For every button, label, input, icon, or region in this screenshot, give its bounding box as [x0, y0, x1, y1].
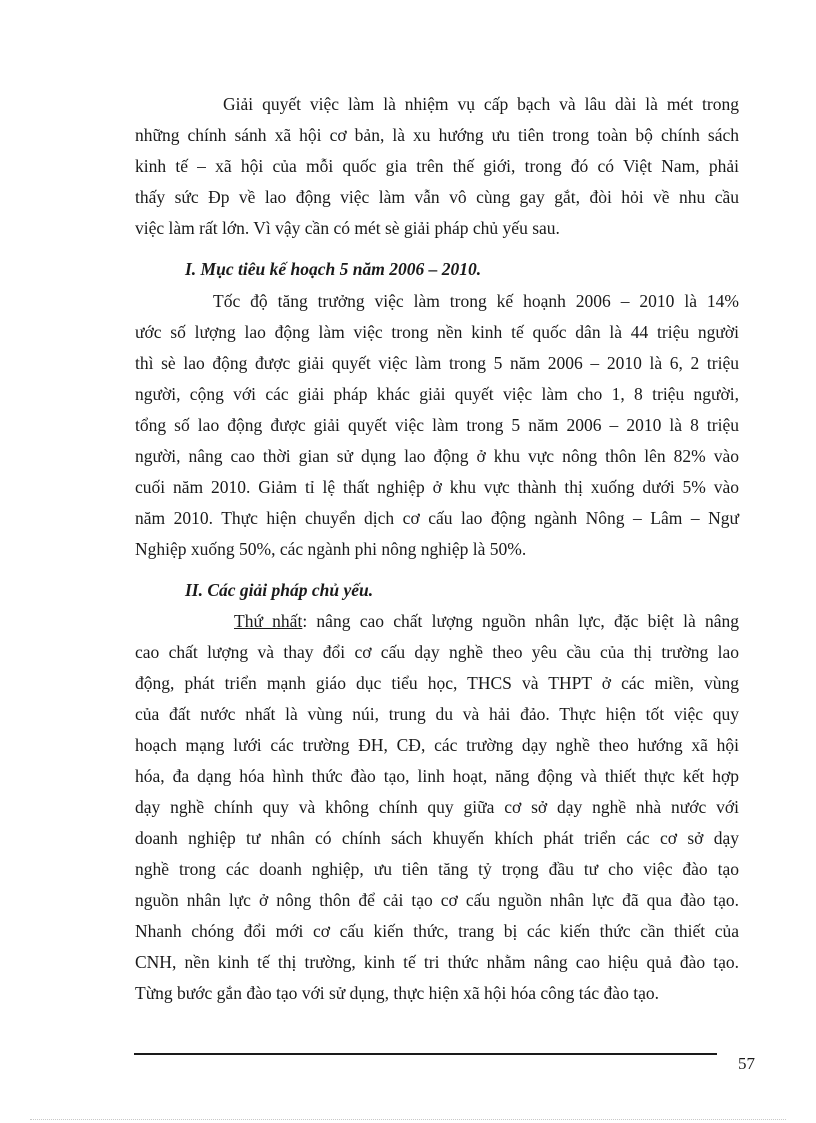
paragraph-line: thấy sức Đp về lao động việc làm vẫn vô cùng gay gắt, đòi hỏi về nhu cầu — [135, 187, 739, 207]
heading-text: II. Các giải pháp chủ yếu. — [185, 580, 374, 600]
paragraph-line: động, phát triển mạnh giáo dục tiểu học, THCS và THPT ở các miền, vùng — [135, 673, 739, 693]
paragraph-line: cuối năm 2010. Giảm tỉ lệ thất nghiệp ở khu vực thành thị xuống dưới 5% vào — [135, 477, 739, 497]
paragraph-line: Tốc độ tăng trưởng việc làm trong kế hoạnh 2006 – 2010 là 14% — [213, 291, 739, 311]
paragraph-line: Giải quyết việc làm là nhiệm vụ cấp bạch và lâu dài là mét trong — [223, 94, 739, 114]
paragraph-line: hóa, đa dạng hóa hình thức đào tạo, linh hoạt, năng động và thiết thực kết hợp — [135, 766, 739, 786]
paragraph-line: Nhanh chóng đổi mới cơ cấu kiến thức, trang bị các kiến thức cần thiết của — [135, 921, 739, 941]
heading-text: I. Mục tiêu kế hoạch 5 năm 2006 – 2010. — [185, 259, 482, 279]
paragraph-line: dạy nghề chính quy và không chính quy giữa cơ sở dạy nghề nhà nước với — [135, 797, 739, 817]
lead-rest: : nâng cao chất lượng nguồn nhân lực, đặc biệt là nâng — [302, 611, 739, 631]
section-heading-2 — [135, 575, 739, 606]
paragraph-line: kinh tế – xã hội của mỗi quốc gia trên thế giới, trong đó có Việt Nam, phải — [135, 156, 739, 176]
paragraph-line: người, nâng cao thời gian sử dụng lao động ở khu vực nông thôn lên 82% vào — [135, 446, 739, 466]
paragraph-line: năm 2010. Thực hiện chuyển dịch cơ cấu lao động ngành Nông – Lâm – Ngư — [135, 508, 739, 528]
page-number: 57 — [738, 1054, 755, 1073]
underlined-lead: Thứ nhất — [234, 611, 303, 631]
page-edge-divider — [30, 1119, 786, 1120]
paragraph-line: cao chất lượng và thay đổi cơ cấu dạy nghề theo yêu cầu của thị trường lao — [135, 642, 739, 662]
paragraph-line: của đất nước nhất là vùng núi, trung du và hải đảo. Thực hiện tốt việc quy — [135, 704, 739, 724]
paragraph-line: thì sè lao động được giải quyết việc làm trong 5 năm 2006 – 2010 là 6, 2 triệu — [135, 353, 739, 373]
paragraph-line: tổng số lao động được giải quyết việc làm trong 5 năm 2006 – 2010 là 8 triệu — [135, 415, 739, 435]
paragraph-line — [135, 606, 739, 637]
paragraph-line: nguồn nhân lực ở nông thôn để cải tạo cơ cấu nguồn nhân lực đã qua đào tạo. — [135, 890, 739, 910]
footer-rule — [134, 1053, 717, 1055]
paragraph-line: Nghiệp xuống 50%, các ngành phi nông nghiệp là 50%. — [135, 539, 527, 559]
paragraph-line: những chính sánh xã hội cơ bản, là xu hướng ưu tiên trong toàn bộ chính sách — [135, 125, 739, 145]
paragraph-intro — [135, 89, 739, 244]
paragraph-line: việc làm rất lớn. Vì vậy cần có mét sè giải pháp chủ yếu sau. — [135, 218, 560, 238]
paragraph-line: doanh nghiệp tư nhân có chính sách khuyến khích phát triển các cơ sở dạy — [135, 828, 739, 848]
paragraph-line: ước số lượng lao động làm việc trong nền kinh tế quốc dân là 44 triệu người — [135, 322, 739, 342]
paragraph-line: Từng bước gắn đào tạo với sử dụng, thực hiện xã hội hóa công tác đào tạo. — [135, 983, 659, 1003]
paragraph-line: người, cộng với các giải pháp khác giải quyết việc làm cho 1, 8 triệu người, — [135, 384, 739, 404]
paragraph-goals — [135, 286, 739, 565]
paragraph-solutions — [135, 606, 739, 1009]
paragraph-line: hoạch mạng lưới các trường ĐH, CĐ, các trường dạy nghề theo hướng xã hội — [135, 735, 739, 755]
paragraph-line: nghề trong các doanh nghiệp, ưu tiên tăng tỷ trọng đầu tư cho việc đào tạo — [135, 859, 739, 879]
section-heading-1 — [135, 254, 739, 285]
paragraph-line: CNH, nền kinh tế thị trường, kinh tế tri thức nhằm nâng cao hiệu quả đào tạo. — [135, 952, 739, 972]
